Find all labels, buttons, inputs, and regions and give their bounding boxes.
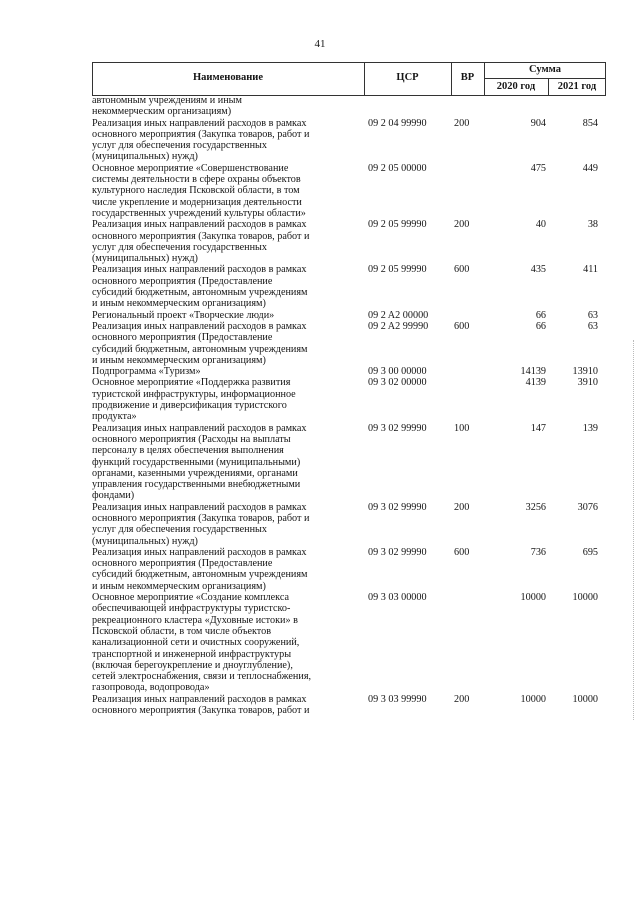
row-name-line: Реализация иных направлений расходов в рамках: [92, 219, 307, 231]
table-body: [92, 95, 606, 716]
table-row: [92, 423, 606, 502]
row-vr: 200: [454, 693, 470, 705]
header-year-2021: 2021 год: [557, 81, 597, 92]
row-csr: 09 3 00 00000: [368, 366, 427, 378]
row-name-line: Реализация иных направлений расходов в рамках: [92, 422, 307, 434]
row-name-line: государственных учреждений культуры области»: [92, 207, 306, 219]
row-name-line: органами, казенными учреждениями, органами: [92, 467, 298, 479]
row-sum-2021: 3910: [577, 377, 598, 389]
row-sum-2021: 10000: [572, 592, 598, 604]
row-name-line: Реализация иных направлений расходов в рамках: [92, 546, 307, 558]
row-name-line: Основное мероприятие «Поддержка развития: [92, 377, 291, 389]
row-name-line: основного мероприятия (Предоставление: [92, 275, 273, 287]
row-sum-2021: 411: [583, 264, 598, 276]
row-name-line: некоммерческим организациям): [92, 106, 232, 118]
row-name-line: Основное мероприятие «Совершенствование: [92, 162, 289, 174]
row-sum-2020: 10000: [520, 693, 546, 705]
row-name-line: основного мероприятия (Предоставление: [92, 558, 273, 570]
row-name-line: основного мероприятия (Закупка товаров, работ и: [92, 705, 310, 717]
row-name-line: основного мероприятия (Закупка товаров, работ и: [92, 128, 310, 140]
header-year-2020: 2020 год: [496, 81, 536, 92]
row-name-line: субсидий бюджетным, автономным учреждениям: [92, 343, 308, 355]
row-name-line: числе укрепление и модернизация деятельности: [92, 196, 302, 208]
row-name-line: Региональный проект «Творческие люди»: [92, 309, 275, 321]
row-name: [92, 423, 350, 502]
row-name-line: услуг для обеспечения государственных: [92, 140, 267, 152]
row-vr: 200: [454, 117, 470, 129]
row-name-line: фондами): [92, 490, 135, 502]
table-row: [92, 264, 606, 309]
header-sum: Сумма: [529, 64, 561, 75]
row-name-line: рекреационного кластера «Духовные истоки» в: [92, 614, 298, 626]
row-name-line: Основное мероприятие «Создание комплекса: [92, 592, 289, 604]
row-sum-2020: 904: [530, 117, 546, 129]
page-number: 41: [314, 38, 326, 50]
scan-margin-mark: [632, 340, 634, 720]
row-name: [92, 219, 350, 264]
header-name: Наименование: [193, 72, 263, 83]
row-name-line: персоналу в целях обеспечения выполнения: [92, 445, 284, 457]
row-vr: 600: [454, 546, 470, 558]
row-vr: 600: [454, 264, 470, 276]
row-name-line: услуг для обеспечения государственных: [92, 241, 267, 253]
row-sum-2020: 736: [530, 546, 546, 558]
row-sum-2020: 66: [535, 309, 546, 321]
table-row: [92, 694, 606, 717]
row-name-line: Подпрограмма «Туризм»: [92, 366, 201, 378]
row-name-line: системы деятельности в сфере охраны объектов: [92, 174, 301, 186]
row-csr: 09 3 02 00000: [368, 377, 427, 389]
table-row: [92, 95, 606, 118]
row-sum-2021: 3076: [577, 501, 598, 513]
row-sum-2021: 695: [582, 546, 598, 558]
row-name-line: продвижение и диверсификация туристского: [92, 400, 287, 412]
header-csr: ЦСР: [396, 72, 419, 83]
row-name-line: Реализация иных направлений расходов в рамках: [92, 264, 307, 276]
row-name-line: автономным учреждениям и иным: [92, 95, 242, 106]
header-top-border: [92, 62, 606, 63]
row-name: [92, 95, 350, 118]
row-name-line: обеспечивающей инфраструктуры туристско-: [92, 603, 291, 615]
header-vr: ВР: [460, 72, 475, 83]
row-name-line: функций государственными (муниципальными): [92, 456, 301, 468]
table-row: [92, 502, 606, 547]
row-name: [92, 310, 350, 321]
table-row: [92, 366, 606, 377]
row-sum-2020: 66: [535, 320, 546, 332]
row-vr: 100: [454, 422, 470, 434]
row-csr: 09 2 05 99990: [368, 219, 427, 231]
table-row: [92, 219, 606, 264]
row-vr: 600: [454, 320, 470, 332]
row-sum-2021: 10000: [572, 693, 598, 705]
row-name-line: основного мероприятия (Расходы на выплаты: [92, 433, 291, 445]
row-csr: 09 2 05 99990: [368, 264, 427, 276]
row-sum-2020: 14139: [520, 366, 546, 378]
table-row: [92, 118, 606, 163]
row-name: [92, 694, 350, 717]
row-name: [92, 377, 350, 422]
row-name: [92, 547, 350, 592]
row-sum-2021: 13910: [572, 366, 598, 378]
row-sum-2020: 435: [530, 264, 546, 276]
row-name-line: основного мероприятия (Закупка товаров, работ и: [92, 512, 310, 524]
row-csr: 09 2 05 00000: [368, 162, 427, 174]
row-name-line: транспортной и инженерной инфраструктуры: [92, 648, 292, 660]
table-row: [92, 592, 606, 694]
row-vr: 200: [454, 501, 470, 513]
row-sum-2020: 3256: [525, 501, 546, 513]
row-name-line: управления государственными внебюджетными: [92, 479, 301, 491]
row-sum-2021: 63: [587, 309, 598, 321]
row-sum-2020: 147: [530, 422, 546, 434]
row-name-line: Псковской области, в том числе объектов: [92, 625, 272, 637]
row-csr: 09 3 02 99990: [368, 501, 427, 513]
row-name-line: субсидий бюджетным, автономным учреждениям: [92, 287, 308, 299]
header-sum-divider: [484, 78, 606, 79]
row-csr: 09 3 03 99990: [368, 693, 427, 705]
row-name: [92, 163, 350, 219]
row-sum-2021: 139: [582, 422, 598, 434]
row-sum-2021: 38: [587, 219, 598, 231]
row-name-line: Реализация иных направлений расходов в рамках: [92, 117, 307, 129]
row-csr: 09 3 02 99990: [368, 422, 427, 434]
row-name-line: субсидий бюджетным, автономным учреждениям: [92, 569, 308, 581]
row-csr: 09 3 03 00000: [368, 592, 427, 604]
table-header: [92, 62, 606, 96]
row-name-line: продукта»: [92, 411, 137, 423]
row-name-line: Реализация иных направлений расходов в рамках: [92, 501, 307, 513]
row-name-line: канализационной сети и очистных сооружений,: [92, 637, 300, 649]
row-name-line: туристской инфраструктуры, информационное: [92, 388, 296, 400]
row-sum-2020: 475: [530, 162, 546, 174]
row-name-line: (включая берегоукрепление и дноуглубление),: [92, 659, 293, 671]
row-name: [92, 321, 350, 366]
row-name-line: (муниципальных) нужд): [92, 535, 198, 547]
row-sum-2021: 449: [582, 162, 598, 174]
row-name-line: (муниципальных) нужд): [92, 151, 198, 163]
row-name-line: и иным некоммерческим организациям): [92, 580, 266, 592]
row-name-line: Реализация иных направлений расходов в рамках: [92, 320, 307, 332]
row-sum-2021: 854: [582, 117, 598, 129]
row-name-line: услуг для обеспечения государственных: [92, 524, 267, 536]
row-sum-2020: 4139: [525, 377, 546, 389]
row-sum-2021: 63: [587, 320, 598, 332]
table-row: [92, 547, 606, 592]
row-name-line: Реализация иных направлений расходов в рамках: [92, 693, 307, 705]
row-name: [92, 264, 350, 309]
row-name-line: сетей электроснабжения, связи и теплоснабжения,: [92, 671, 312, 683]
row-sum-2020: 40: [535, 219, 546, 231]
row-name-line: и иным некоммерческим организациям): [92, 298, 266, 310]
table-row: [92, 377, 606, 422]
row-name-line: газопровода, водопровода»: [92, 682, 210, 694]
row-csr: 09 2 04 99990: [368, 117, 427, 129]
row-name: [92, 592, 350, 694]
table-row: [92, 163, 606, 219]
row-name-line: (муниципальных) нужд): [92, 253, 198, 265]
table-row: [92, 321, 606, 366]
row-csr: 09 2 A2 99990: [368, 320, 429, 332]
row-name: [92, 502, 350, 547]
row-name: [92, 366, 350, 377]
row-name-line: основного мероприятия (Предоставление: [92, 332, 273, 344]
row-name-line: культурного наследия Псковской области, в том: [92, 185, 300, 197]
row-csr: 09 2 A2 00000: [368, 309, 429, 321]
table-row: [92, 310, 606, 321]
row-name-line: основного мероприятия (Закупка товаров, работ и: [92, 230, 310, 242]
row-name-line: и иным некоммерческим организациям): [92, 354, 266, 366]
row-sum-2020: 10000: [520, 592, 546, 604]
row-vr: 200: [454, 219, 470, 231]
row-name: [92, 118, 350, 163]
row-csr: 09 3 02 99990: [368, 546, 427, 558]
